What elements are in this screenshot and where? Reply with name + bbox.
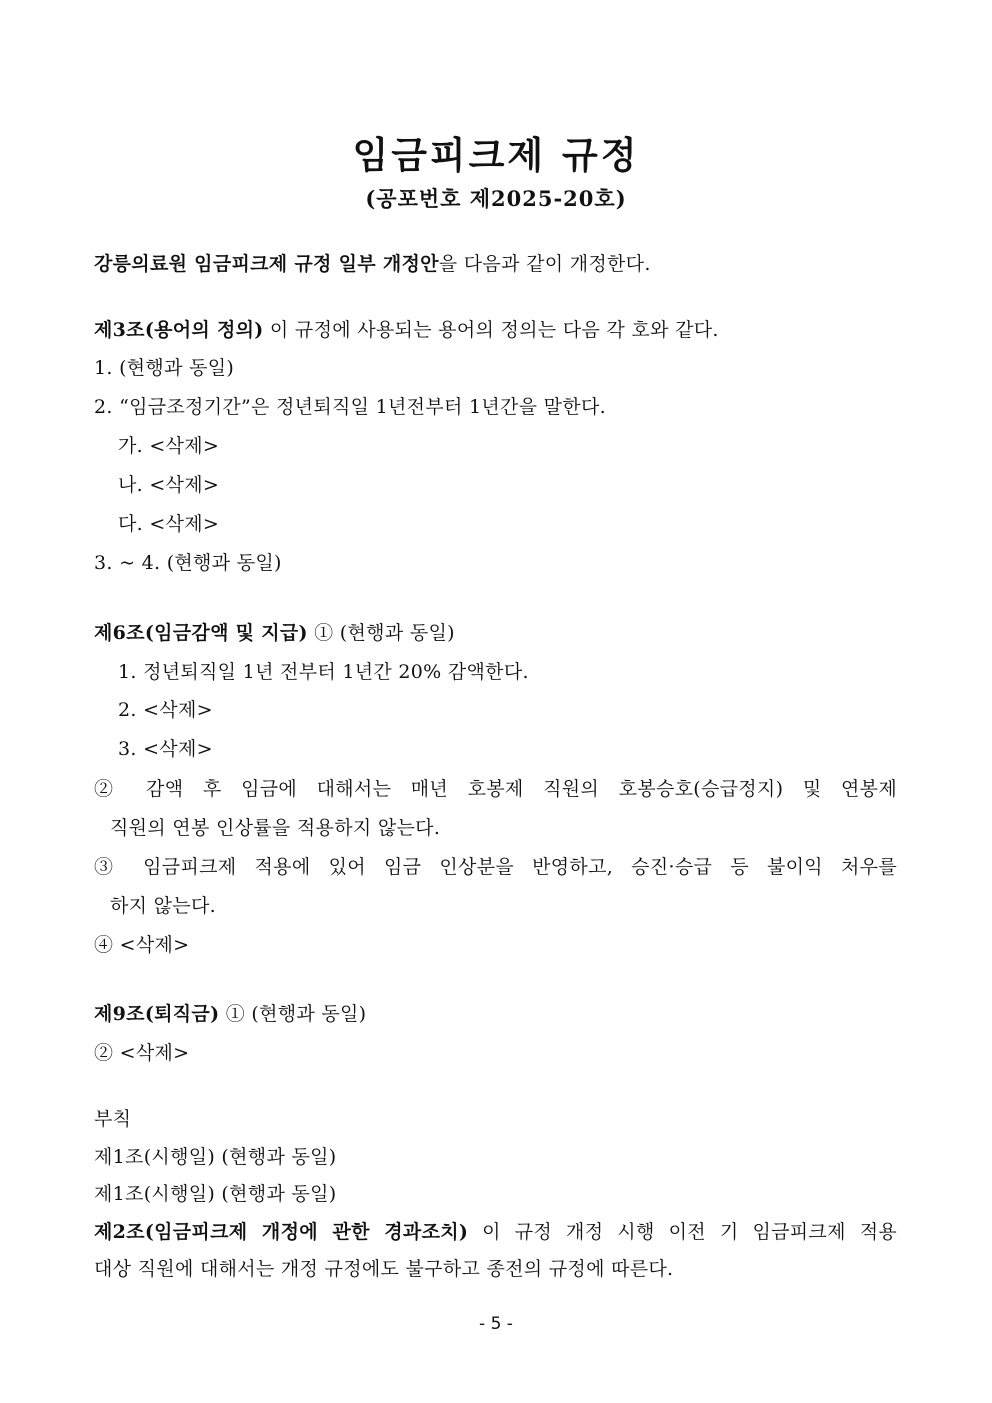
supplementary-article-2-heading: 제2조(임금피크제 개정에 관한 경과조치) [94,1221,469,1243]
article-3-item-3-4: 3. ~ 4. (현행과 동일) [94,552,282,574]
article-6-para-2-line-2: 직원의 연봉 인상률을 적용하지 않는다. [110,817,441,839]
intro-bold: 강릉의료원 임금피크제 규정 일부 개정안 [94,253,439,275]
article-3-heading: 제3조(용어의 정의) [94,319,264,341]
article-3-item-2: 2. “임금조정기간”은 정년퇴직일 1년전부터 1년간을 말한다. [94,396,606,418]
article-6-heading: 제6조(임금감액 및 지급) [94,622,308,644]
article-6-item-2: 2. <삭제> [118,699,213,721]
article-6-para-2-line-1: ② 감액 후 임금에 대해서는 매년 호봉제 직원의 호봉승호(승급정지) 및 연봉제 [94,778,897,800]
supplementary-heading: 부칙 [94,1108,132,1130]
article-6-item-3: 3. <삭제> [118,738,213,760]
article-6-para-4: ④ <삭제> [94,934,190,956]
article-9-heading-line [94,1001,366,1027]
article-6-item-1: 1. 정년퇴직일 1년 전부터 1년간 20% 감액한다. [118,661,529,683]
supplementary-article-2-text: 이 규정 개정 시행 이전 기 임금피크제 적용 [468,1221,897,1243]
supplementary-article-2-line-2: 대상 직원에 대해서는 개정 규정에도 불구하고 종전의 규정에 따른다. [94,1258,674,1280]
article-3-subitem-ga: 가. <삭제> [118,435,220,457]
article-3-subitem-da: 다. <삭제> [118,513,220,535]
supplementary-article-2-line-1 [94,1219,897,1245]
article-6-text: ① (현행과 동일) [307,622,455,644]
supplementary-line-1: 제1조(시행일) (현행과 동일) [94,1146,337,1168]
intro-paragraph [94,251,651,277]
intro-rest: 을 다음과 같이 개정한다. [438,253,651,275]
page-title: 임금피크제 규정 [352,133,640,177]
article-3-text: 이 규정에 사용되는 용어의 정의는 다음 각 호와 같다. [263,319,719,341]
article-6-heading-line [94,620,455,646]
article-3-subitem-na: 나. <삭제> [118,474,220,496]
article-3-heading-line [94,317,719,343]
article-9-text: ① (현행과 동일) [219,1003,367,1025]
article-6-para-3-line-2: 하지 않는다. [110,895,216,917]
article-3-item-1: 1. (현행과 동일) [94,357,235,379]
page-number: - 5 - [479,1314,513,1334]
supplementary-line-2: 제1조(시행일) (현행과 동일) [94,1183,337,1205]
article-9-para-2: ② <삭제> [94,1042,190,1064]
article-9-heading: 제9조(퇴직금) [94,1003,220,1025]
promulgation-number: (공포번호 제2025-20호) [365,186,627,211]
article-6-para-3-line-1: ③ 임금피크제 적용에 있어 임금 인상분을 반영하고, 승진·승급 등 불이익 처우를 [94,856,897,878]
